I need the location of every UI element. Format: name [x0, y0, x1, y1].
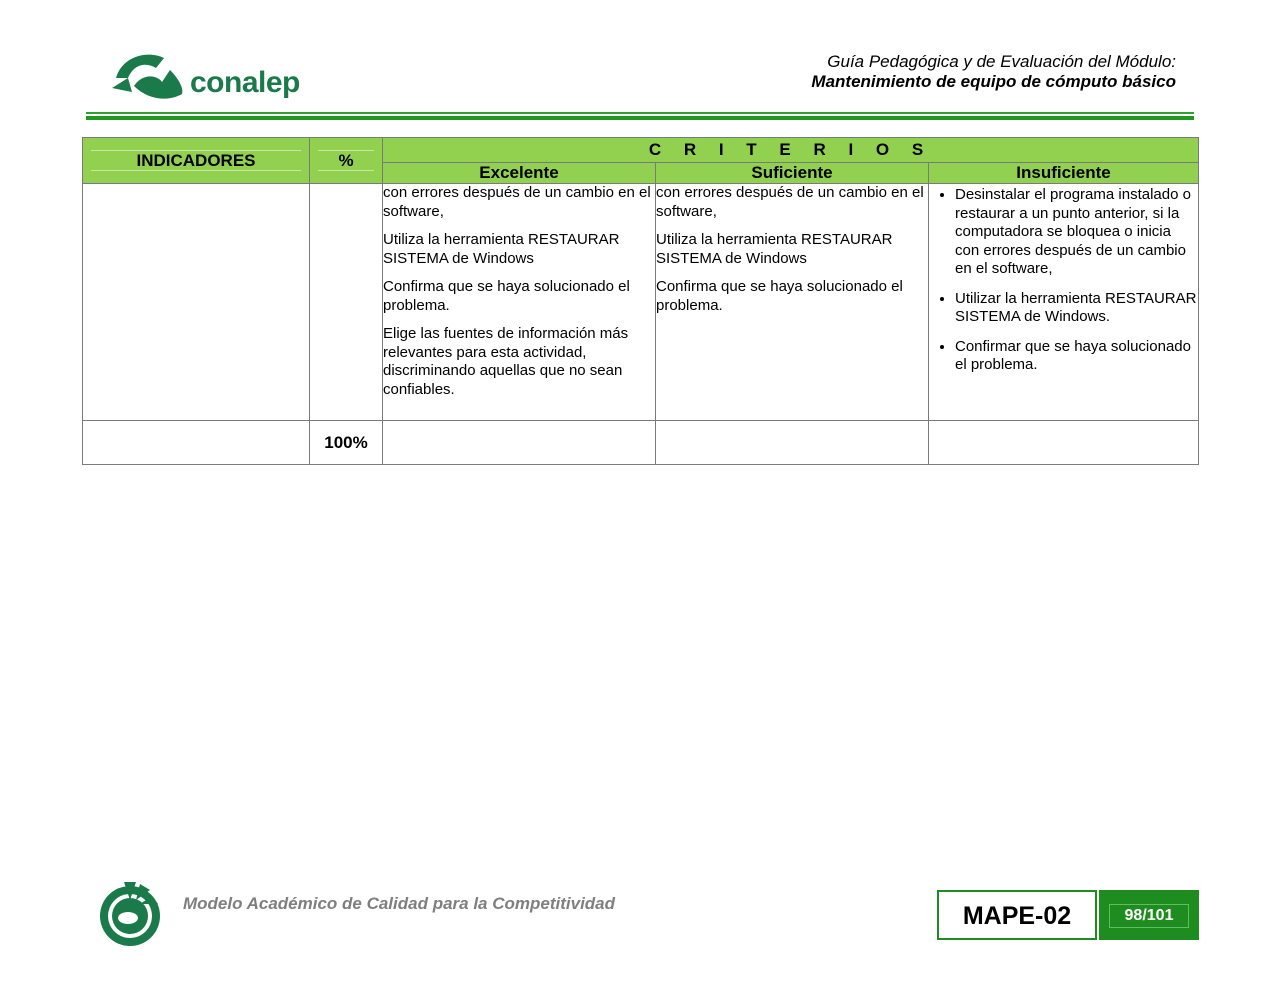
- suficiente-item: Utiliza la herramienta RESTAURAR SISTEMA de Windows: [656, 231, 893, 267]
- insuficiente-header: Insuficiente: [929, 163, 1199, 184]
- criterios-header: C R I T E R I O S: [383, 138, 1199, 163]
- logo-text: conalep: [190, 66, 300, 99]
- insuficiente-list: [929, 186, 1198, 375]
- insuficiente-item: • Desinstalar el programa instalado o restaurar a un punto anterior, si la computadora se bloquea o inicia con errores después de un cambio en el software,: [955, 186, 1198, 279]
- indicadores-header: INDICADORES: [83, 138, 310, 184]
- excelente-header: Excelente: [383, 163, 656, 184]
- percent-header: %: [310, 138, 383, 184]
- header-title-line1: Guía Pedagógica y de Evaluación del Módulo:: [827, 52, 1176, 71]
- document-code: MAPE-02: [937, 890, 1097, 940]
- excelente-cell: [383, 184, 656, 421]
- excelente-item: Elige las fuentes de información más relevantes para esta actividad, discriminando aquellas que no sean confiables.: [383, 325, 629, 398]
- table-row: [83, 184, 1199, 421]
- percent-cell: [310, 184, 383, 421]
- total-percent: 100%: [310, 421, 383, 465]
- excelente-item: Utiliza la herramienta RESTAURAR SISTEMA de Windows: [383, 231, 620, 267]
- suficiente-header: Suficiente: [656, 163, 929, 184]
- excelente-item: Confirma que se haya solucionado el problema.: [383, 278, 630, 314]
- modelo-academico-emblem-icon: [94, 876, 166, 948]
- header-rule-thin: [86, 112, 1194, 114]
- indicador-cell: [83, 184, 310, 421]
- suficiente-item: con errores después de un cambio en el software,: [656, 184, 924, 220]
- rubric-table: [82, 137, 1199, 465]
- insuficiente-item: • Utilizar la herramienta RESTAURAR SISTEMA de Windows.: [955, 290, 1198, 327]
- suficiente-cell: [656, 184, 929, 421]
- page-number-label: 98/101: [1109, 904, 1189, 928]
- page-number: [1099, 890, 1199, 940]
- header-title-line2: Mantenimiento de equipo de cómputo básico: [811, 72, 1176, 91]
- excelente-item: con errores después de un cambio en el software,: [383, 184, 651, 220]
- conalep-logo: [112, 48, 312, 108]
- suficiente-item: Confirma que se haya solucionado el problema.: [656, 278, 903, 314]
- conalep-emblem-icon: [112, 48, 188, 104]
- footer-model-text: Modelo Académico de Calidad para la Competitividad: [183, 894, 616, 913]
- insuficiente-item: • Confirmar que se haya solucionado el problema.: [955, 338, 1198, 375]
- document-header: [811, 52, 1176, 92]
- header-rule-thick: [86, 116, 1194, 120]
- insuficiente-cell: [929, 184, 1199, 421]
- modelo-academico-logo: [94, 876, 166, 948]
